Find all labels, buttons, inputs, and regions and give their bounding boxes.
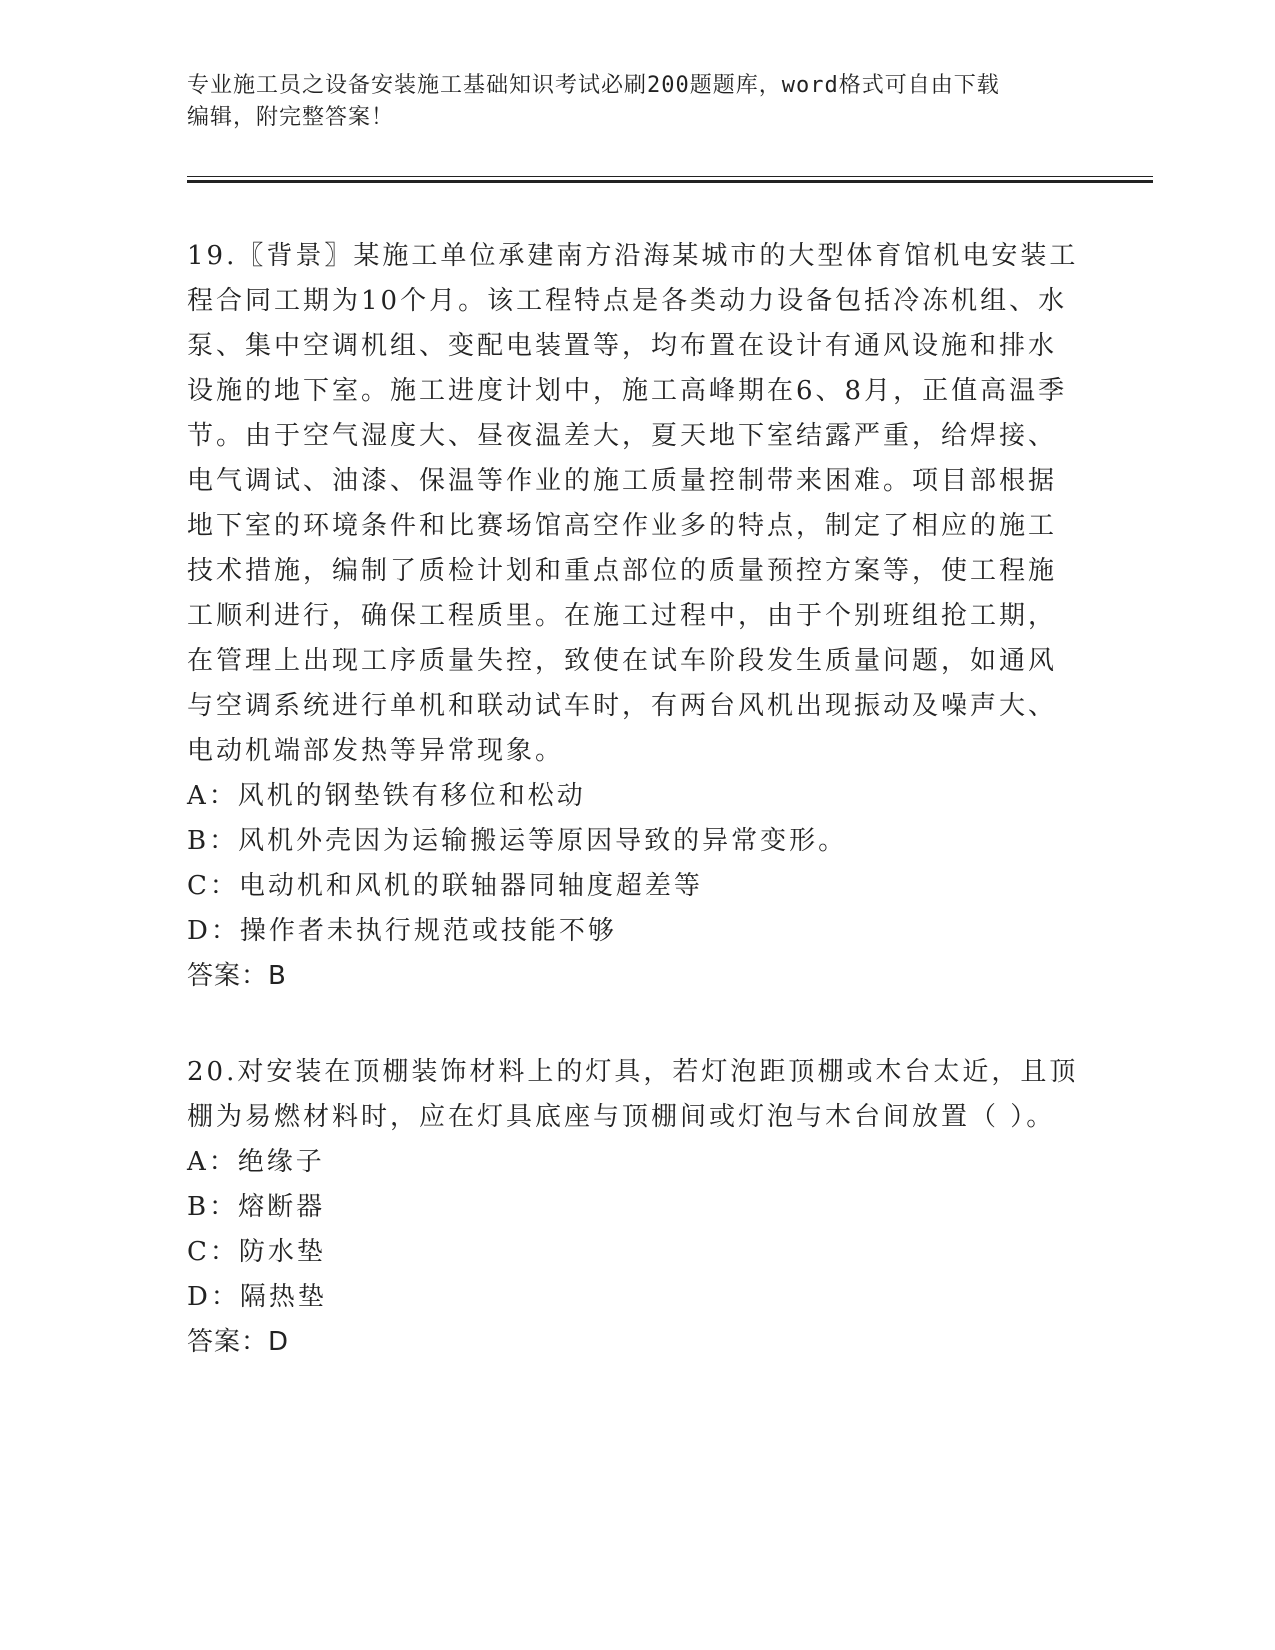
question-stem-line: 电气调试、油漆、保温等作业的施工质量控制带来困难。项目部根据 — [187, 466, 1058, 496]
option-c: C：电动机和风机的联轴器同轴度超差等 — [187, 871, 703, 901]
header-divider-thin — [187, 176, 1153, 177]
question-stem-line: 技术措施，编制了质检计划和重点部位的质量预控方案等，使工程施 — [187, 556, 1058, 586]
question-stem-line: 与空调系统进行单机和联动试车时，有两台风机出现振动及噪声大、 — [187, 691, 1058, 721]
question-stem-line: 棚为易燃材料时，应在灯具底座与顶棚间或灯泡与木台间放置（ ）。 — [187, 1102, 1056, 1132]
question-stem-line: 程合同工期为10个月。该工程特点是各类动力设备包括冷冻机组、水 — [187, 286, 1068, 316]
option-d: D：隔热垫 — [187, 1282, 327, 1312]
answer: 答案：B — [187, 961, 287, 991]
option-b: B：风机外壳因为运输搬运等原因导致的异常变形。 — [187, 826, 848, 856]
option-d: D：操作者未执行规范或技能不够 — [187, 916, 617, 946]
question-stem-line: 泵、集中空调机组、变配电装置等，均布置在设计有通风设施和排水 — [187, 331, 1058, 361]
answer: 答案：D — [187, 1327, 290, 1357]
document-header — [187, 70, 1067, 134]
question-stem-line: 节。由于空气湿度大、昼夜温差大，夏天地下室结露严重，给焊接、 — [187, 421, 1058, 451]
question-stem-line: 地下室的环境条件和比赛场馆高空作业多的特点，制定了相应的施工 — [187, 511, 1058, 541]
question-stem-line: 在管理上出现工序质量失控，致使在试车阶段发生质量问题，如通风 — [187, 646, 1058, 676]
option-c: C：防水垫 — [187, 1237, 326, 1267]
question-stem-line: 19.〖背景〗某施工单位承建南方沿海某城市的大型体育馆机电安装工 — [187, 241, 1079, 271]
question-19 — [187, 234, 1087, 999]
question-stem-line: 20.对安装在顶棚装饰材料上的灯具，若灯泡距顶棚或木台太近，且顶 — [187, 1057, 1079, 1087]
header-line: 编辑，附完整答案！ — [187, 105, 395, 130]
option-b: B：熔断器 — [187, 1192, 326, 1222]
header-line: 专业施工员之设备安装施工基础知识考试必刷200题题库，word格式可自由下载 — [187, 73, 1000, 98]
question-stem-line: 工顺利进行，确保工程质里。在施工过程中，由于个别班组抢工期， — [187, 601, 1058, 631]
question-stem-line: 设施的地下室。施工进度计划中，施工高峰期在6、8月，正值高温季 — [187, 376, 1068, 406]
option-a: A：风机的钢垫铁有移位和松动 — [187, 781, 586, 811]
option-a: A：绝缘子 — [187, 1147, 325, 1177]
question-20 — [187, 1050, 1087, 1365]
header-divider-thick — [187, 180, 1153, 183]
question-stem-line: 电动机端部发热等异常现象。 — [187, 736, 565, 766]
